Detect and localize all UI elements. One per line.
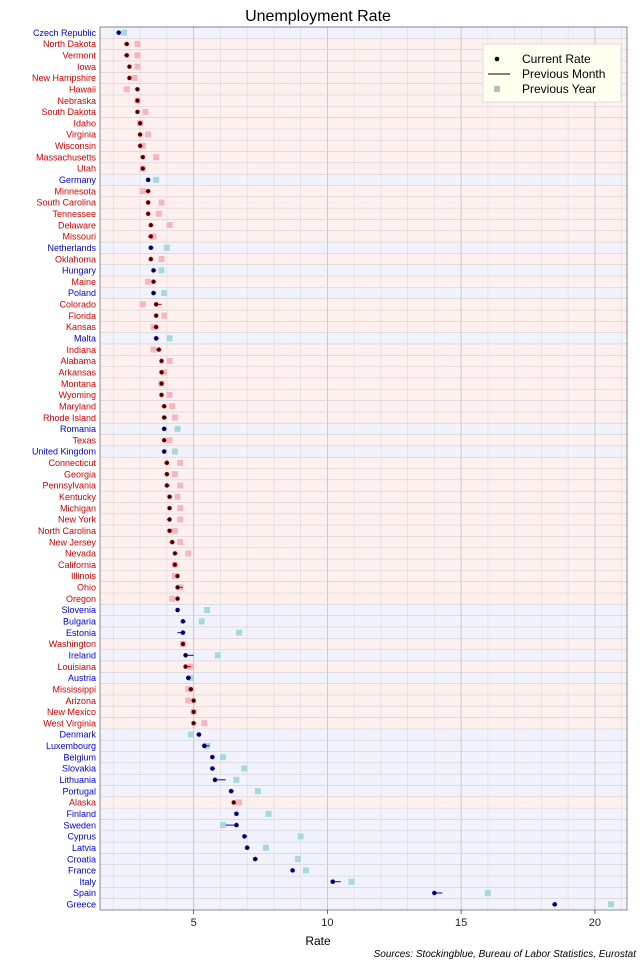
row-band xyxy=(100,265,627,276)
current-rate-dot xyxy=(136,99,139,102)
row-label: Ireland xyxy=(68,650,96,661)
row-label: Germany xyxy=(58,175,96,186)
row-label: Wyoming xyxy=(58,390,96,401)
row-label: Georgia xyxy=(63,469,96,480)
row-label: Kansas xyxy=(65,322,96,333)
legend-previous-year-square xyxy=(494,86,500,92)
x-tick-label: 20 xyxy=(588,917,602,929)
row-label: Hungary xyxy=(61,265,96,276)
row-band xyxy=(100,174,627,185)
row-label: Malta xyxy=(73,333,96,344)
current-rate-dot xyxy=(168,529,171,532)
row-label: Mississippi xyxy=(52,684,96,695)
current-rate-dot xyxy=(203,744,206,747)
row-band xyxy=(100,661,627,672)
current-rate-dot xyxy=(139,122,142,125)
legend-previous-month-label: Previous Month xyxy=(522,67,606,81)
previous-year-mark xyxy=(142,109,148,115)
previous-year-mark xyxy=(169,403,175,409)
previous-year-mark xyxy=(263,845,269,851)
previous-year-mark xyxy=(177,505,183,511)
row-label: Washington xyxy=(48,639,96,650)
previous-year-mark xyxy=(167,335,173,341)
current-rate-dot xyxy=(187,676,190,679)
row-label: Louisiana xyxy=(57,661,96,672)
current-rate-dot xyxy=(160,393,163,396)
row-band xyxy=(100,231,627,242)
row-label: New Jersey xyxy=(48,537,96,548)
row-band xyxy=(100,842,627,853)
previous-year-mark xyxy=(298,833,304,839)
row-label: Bulgaria xyxy=(62,616,96,627)
current-rate-dot xyxy=(152,269,155,272)
row-band xyxy=(100,819,627,830)
row-label: Maryland xyxy=(58,401,96,412)
current-rate-dot xyxy=(214,778,217,781)
row-band xyxy=(100,899,627,910)
row-label: Alaska xyxy=(68,797,96,808)
row-label: Michigan xyxy=(59,503,96,514)
previous-year-mark xyxy=(167,358,173,364)
row-label: Oklahoma xyxy=(54,254,96,265)
row-band xyxy=(100,321,627,332)
current-rate-dot xyxy=(211,756,214,759)
row-band xyxy=(100,650,627,661)
row-label: Connecticut xyxy=(48,458,96,469)
row-band xyxy=(100,469,627,480)
current-rate-dot xyxy=(192,699,195,702)
previous-year-mark xyxy=(204,607,210,613)
row-band xyxy=(100,106,627,117)
row-band xyxy=(100,865,627,876)
row-label: Wisconsin xyxy=(54,141,96,152)
current-rate-dot xyxy=(149,224,152,227)
row-band xyxy=(100,718,627,729)
previous-year-mark xyxy=(236,630,242,636)
row-label: Lithuania xyxy=(59,775,96,786)
previous-year-mark xyxy=(303,867,309,873)
row-band xyxy=(100,389,627,400)
y-axis-labels xyxy=(32,28,97,910)
previous-year-mark xyxy=(134,52,140,58)
x-axis-title: Rate xyxy=(305,934,331,948)
current-rate-dot xyxy=(125,42,128,45)
row-band xyxy=(100,129,627,140)
current-rate-dot xyxy=(149,258,152,261)
row-band xyxy=(100,831,627,842)
row-band xyxy=(100,355,627,366)
previous-year-mark xyxy=(177,460,183,466)
current-rate-dot xyxy=(184,654,187,657)
row-label: North Carolina xyxy=(37,525,96,536)
previous-year-mark xyxy=(233,777,239,783)
current-rate-dot xyxy=(160,359,163,362)
row-band xyxy=(100,548,627,559)
row-band xyxy=(100,276,627,287)
current-rate-dot xyxy=(181,642,184,645)
previous-year-mark xyxy=(255,788,261,794)
row-label: California xyxy=(57,559,96,570)
row-band xyxy=(100,808,627,819)
row-label: Tennessee xyxy=(52,208,96,219)
previous-year-mark xyxy=(159,267,165,273)
current-rate-dot xyxy=(235,812,238,815)
row-label: Maine xyxy=(71,276,96,287)
row-band xyxy=(100,310,627,321)
current-rate-dot xyxy=(165,484,168,487)
row-label: South Carolina xyxy=(36,197,96,208)
current-rate-dot xyxy=(176,597,179,600)
row-band xyxy=(100,559,627,570)
row-label: Czech Republic xyxy=(32,27,96,38)
previous-year-mark xyxy=(169,596,175,602)
previous-year-mark xyxy=(215,652,221,658)
row-band xyxy=(100,672,627,683)
previous-year-mark xyxy=(295,856,301,862)
row-label: Vermont xyxy=(62,50,96,61)
row-band xyxy=(100,118,627,129)
x-axis-ticks xyxy=(191,910,601,929)
source-note: Sources: Stockingblue, Bureau of Labor Statistics, Eurostat xyxy=(373,949,636,960)
previous-year-mark xyxy=(159,256,165,262)
current-rate-dot xyxy=(152,280,155,283)
current-rate-dot xyxy=(165,461,168,464)
row-band xyxy=(100,763,627,774)
row-label: Portugal xyxy=(62,786,96,797)
row-band xyxy=(100,152,627,163)
previous-year-mark xyxy=(132,75,138,81)
row-band xyxy=(100,684,627,695)
row-label: France xyxy=(67,865,96,876)
previous-year-mark xyxy=(167,222,173,228)
previous-year-mark xyxy=(121,30,127,36)
previous-year-mark xyxy=(177,539,183,545)
previous-year-mark xyxy=(124,86,130,92)
row-label: Florida xyxy=(68,310,96,321)
row-label: New Hampshire xyxy=(31,73,96,84)
row-label: Austria xyxy=(67,673,96,684)
row-band xyxy=(100,253,627,264)
row-band xyxy=(100,446,627,457)
current-rate-dot xyxy=(147,212,150,215)
current-rate-dot xyxy=(160,382,163,385)
current-rate-dot xyxy=(243,835,246,838)
row-band xyxy=(100,616,627,627)
previous-year-mark xyxy=(185,698,191,704)
current-rate-dot xyxy=(232,801,235,804)
current-rate-dot xyxy=(197,733,200,736)
previous-year-mark xyxy=(188,732,194,738)
row-band xyxy=(100,242,627,253)
row-label: Arizona xyxy=(65,695,96,706)
row-label: Belgium xyxy=(63,752,96,763)
current-rate-dot xyxy=(181,620,184,623)
legend-current-label: Current Rate xyxy=(522,52,591,66)
row-label: Cyprus xyxy=(67,831,96,842)
current-rate-dot xyxy=(155,337,158,340)
current-rate-dot xyxy=(168,495,171,498)
row-label: United Kingdom xyxy=(31,446,96,457)
row-label: Poland xyxy=(67,288,96,299)
row-label: Denmark xyxy=(59,729,96,740)
row-band xyxy=(100,333,627,344)
row-band xyxy=(100,706,627,717)
current-rate-dot xyxy=(149,235,152,238)
row-label: Alabama xyxy=(60,356,96,367)
row-band xyxy=(100,785,627,796)
current-rate-dot xyxy=(184,665,187,668)
previous-year-mark xyxy=(175,426,181,432)
current-rate-dot xyxy=(235,824,238,827)
row-band xyxy=(100,638,627,649)
previous-year-mark xyxy=(172,415,178,421)
current-rate-dot xyxy=(176,586,179,589)
previous-year-mark xyxy=(608,901,614,907)
chart-title: Unemployment Rate xyxy=(245,8,391,25)
row-label: Montana xyxy=(60,378,96,389)
current-rate-dot xyxy=(171,541,174,544)
legend xyxy=(483,44,621,102)
row-label: Virginia xyxy=(66,129,96,140)
row-label: Nevada xyxy=(64,548,96,559)
row-band xyxy=(100,797,627,808)
row-label: New Mexico xyxy=(46,707,96,718)
row-label: Greece xyxy=(66,899,96,910)
row-label: Slovenia xyxy=(61,605,96,616)
row-band xyxy=(100,887,627,898)
previous-year-mark xyxy=(266,811,272,817)
row-label: Pennsylvania xyxy=(42,480,96,491)
row-band xyxy=(100,695,627,706)
current-rate-dot xyxy=(165,473,168,476)
row-label: Sweden xyxy=(63,820,96,831)
x-tick-label: 15 xyxy=(455,917,468,929)
row-band xyxy=(100,525,627,536)
current-rate-dot xyxy=(181,631,184,634)
previous-year-mark xyxy=(185,550,191,556)
previous-year-mark xyxy=(164,245,170,251)
row-label: Italy xyxy=(79,876,96,887)
previous-year-mark xyxy=(156,211,162,217)
row-label: Estonia xyxy=(65,627,96,638)
row-label: Idaho xyxy=(73,118,96,129)
previous-year-mark xyxy=(236,799,242,805)
previous-year-mark xyxy=(201,720,207,726)
row-band xyxy=(100,729,627,740)
row-label: Massachusetts xyxy=(35,152,96,163)
row-label: West Virginia xyxy=(43,718,96,729)
previous-year-mark xyxy=(220,754,226,760)
current-rate-dot xyxy=(157,348,160,351)
row-band xyxy=(100,163,627,174)
current-rate-dot xyxy=(173,552,176,555)
row-label: Arkansas xyxy=(58,367,96,378)
previous-year-mark xyxy=(151,347,157,353)
current-rate-dot xyxy=(155,303,158,306)
current-rate-dot xyxy=(168,507,171,510)
row-label: Spain xyxy=(72,888,96,899)
row-label: Missouri xyxy=(62,231,96,242)
previous-year-mark xyxy=(140,188,146,194)
row-label: North Dakota xyxy=(42,39,96,50)
row-label: Utah xyxy=(76,163,96,174)
row-band xyxy=(100,208,627,219)
current-rate-dot xyxy=(125,54,128,57)
row-label: Slovakia xyxy=(61,763,96,774)
row-label: Netherlands xyxy=(47,242,96,253)
row-label: Oregon xyxy=(65,593,96,604)
current-rate-dot xyxy=(176,575,179,578)
row-label: Luxembourg xyxy=(45,741,96,752)
row-label: South Dakota xyxy=(41,107,96,118)
row-band xyxy=(100,752,627,763)
current-rate-dot xyxy=(246,846,249,849)
current-rate-dot xyxy=(117,31,120,34)
row-band xyxy=(100,299,627,310)
previous-year-mark xyxy=(159,199,165,205)
current-rate-dot xyxy=(163,416,166,419)
current-rate-dot xyxy=(163,405,166,408)
row-label: Illinois xyxy=(70,571,96,582)
current-rate-dot xyxy=(139,144,142,147)
row-band xyxy=(100,401,627,412)
row-label: Croatia xyxy=(66,854,96,865)
current-rate-dot xyxy=(136,88,139,91)
row-band xyxy=(100,197,627,208)
row-band xyxy=(100,435,627,446)
row-band xyxy=(100,185,627,196)
row-band xyxy=(100,140,627,151)
previous-year-mark xyxy=(145,132,151,138)
previous-year-mark xyxy=(485,890,491,896)
current-rate-dot xyxy=(149,246,152,249)
current-rate-dot xyxy=(147,201,150,204)
previous-year-mark xyxy=(177,516,183,522)
current-rate-dot xyxy=(160,371,163,374)
row-label: Delaware xyxy=(57,220,96,231)
previous-year-mark xyxy=(172,449,178,455)
current-rate-dot xyxy=(163,450,166,453)
current-rate-dot xyxy=(433,892,436,895)
x-tick-label: 5 xyxy=(190,917,197,929)
current-rate-dot xyxy=(192,722,195,725)
row-band xyxy=(100,378,627,389)
row-label: Kentucky xyxy=(58,492,96,503)
current-rate-dot xyxy=(152,292,155,295)
row-band xyxy=(100,27,627,38)
previous-year-mark xyxy=(153,154,159,160)
current-rate-dot xyxy=(168,518,171,521)
row-band xyxy=(100,219,627,230)
current-rate-dot xyxy=(163,427,166,430)
previous-year-mark xyxy=(161,290,167,296)
previous-year-mark xyxy=(175,494,181,500)
previous-year-mark xyxy=(134,64,140,70)
current-rate-dot xyxy=(136,110,139,113)
row-label: New York xyxy=(57,514,96,525)
previous-year-mark xyxy=(172,471,178,477)
current-rate-dot xyxy=(141,156,144,159)
row-band xyxy=(100,367,627,378)
row-label: Iowa xyxy=(76,61,96,72)
current-rate-dot xyxy=(189,688,192,691)
row-label: Ohio xyxy=(76,582,96,593)
previous-year-mark xyxy=(220,822,226,828)
row-band xyxy=(100,344,627,355)
current-rate-dot xyxy=(254,858,257,861)
current-rate-dot xyxy=(192,710,195,713)
row-band xyxy=(100,774,627,785)
current-rate-dot xyxy=(147,178,150,181)
previous-year-mark xyxy=(167,437,173,443)
current-rate-dot xyxy=(176,609,179,612)
previous-year-mark xyxy=(153,177,159,183)
legend-current-dot xyxy=(495,57,500,62)
current-rate-dot xyxy=(155,314,158,317)
previous-year-mark xyxy=(161,313,167,319)
previous-year-mark xyxy=(241,765,247,771)
row-label: Hawaii xyxy=(68,84,96,95)
previous-year-mark xyxy=(145,279,151,285)
current-rate-dot xyxy=(128,65,131,68)
previous-year-mark xyxy=(172,528,178,534)
current-rate-dot xyxy=(147,190,150,193)
row-label: Latvia xyxy=(71,842,96,853)
previous-year-mark xyxy=(199,618,205,624)
current-rate-dot xyxy=(553,903,556,906)
current-rate-dot xyxy=(173,563,176,566)
current-rate-dot xyxy=(230,790,233,793)
row-label: Finland xyxy=(66,808,96,819)
previous-year-mark xyxy=(167,392,173,398)
row-band xyxy=(100,740,627,751)
current-rate-dot xyxy=(163,439,166,442)
row-label: Texas xyxy=(72,435,96,446)
row-band xyxy=(100,412,627,423)
previous-year-mark xyxy=(134,41,140,47)
row-label: Nebraska xyxy=(57,95,96,106)
legend-previous-year-label: Previous Year xyxy=(522,82,597,96)
row-band xyxy=(100,853,627,864)
row-label: Indiana xyxy=(66,344,96,355)
current-rate-dot xyxy=(141,167,144,170)
current-rate-dot xyxy=(291,869,294,872)
row-band xyxy=(100,876,627,887)
current-rate-dot xyxy=(211,767,214,770)
row-band xyxy=(100,287,627,298)
current-rate-dot xyxy=(139,133,142,136)
current-rate-dot xyxy=(331,880,334,883)
x-tick-label: 10 xyxy=(321,917,334,929)
previous-year-mark xyxy=(177,482,183,488)
previous-year-mark xyxy=(140,301,146,307)
row-label: Colorado xyxy=(59,299,96,310)
row-label: Rhode Island xyxy=(42,412,96,423)
previous-year-mark xyxy=(348,879,354,885)
row-label: Minnesota xyxy=(54,186,96,197)
current-rate-dot xyxy=(128,76,131,79)
current-rate-dot xyxy=(155,325,158,328)
row-label: Romania xyxy=(59,424,96,435)
